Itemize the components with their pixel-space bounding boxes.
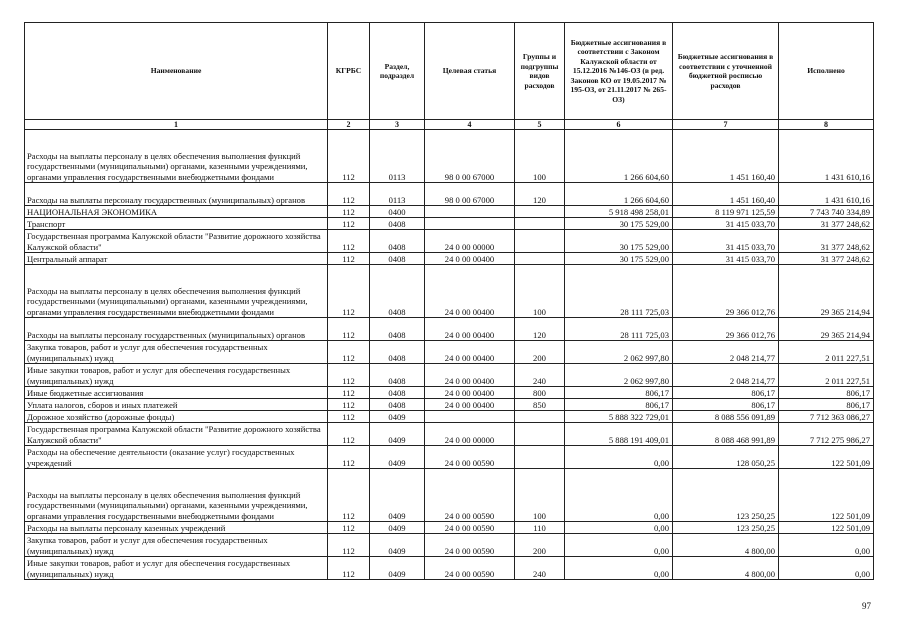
row-refined-amount: 2 048 214,77 xyxy=(673,364,779,387)
row-section: 0408 xyxy=(370,318,425,341)
row-section: 0409 xyxy=(370,534,425,557)
row-kgrbs: 112 xyxy=(328,387,370,399)
row-kgrbs: 112 xyxy=(328,423,370,446)
row-target: 24 0 00 00000 xyxy=(425,423,515,446)
row-refined-amount: 123 250,25 xyxy=(673,469,779,522)
row-law-amount: 2 062 997,80 xyxy=(565,341,673,364)
row-law-amount: 30 175 529,00 xyxy=(565,253,673,265)
row-group xyxy=(515,253,565,265)
row-section: 0409 xyxy=(370,557,425,580)
row-group: 100 xyxy=(515,130,565,183)
table-row xyxy=(25,469,874,522)
row-executed-amount: 2 011 227,51 xyxy=(779,341,874,364)
row-kgrbs: 112 xyxy=(328,265,370,318)
row-executed-amount: 122 501,09 xyxy=(779,446,874,469)
row-executed-amount: 2 011 227,51 xyxy=(779,364,874,387)
row-refined-amount: 31 415 033,70 xyxy=(673,230,779,253)
row-name: Расходы на выплаты персоналу в целях обеспечения выполнения функций государственными (муниципальными) органами, казенными учреждениями, органами управления государственными внебюджетными фондами xyxy=(25,265,328,318)
row-name: Иные бюджетные ассигнования xyxy=(25,387,328,399)
row-group: 120 xyxy=(515,183,565,206)
row-name: Государственная программа Калужской области "Развитие дорожного хозяйства Калужской области" xyxy=(25,423,328,446)
row-section: 0408 xyxy=(370,230,425,253)
row-section: 0408 xyxy=(370,341,425,364)
row-executed-amount: 7 743 740 334,89 xyxy=(779,206,874,218)
row-law-amount: 1 266 604,60 xyxy=(565,130,673,183)
row-law-amount: 5 918 498 258,01 xyxy=(565,206,673,218)
row-group xyxy=(515,230,565,253)
row-kgrbs: 112 xyxy=(328,230,370,253)
row-group: 800 xyxy=(515,387,565,399)
row-target: 24 0 00 00590 xyxy=(425,557,515,580)
row-target: 24 0 00 00590 xyxy=(425,522,515,534)
row-name: НАЦИОНАЛЬНАЯ ЭКОНОМИКА xyxy=(25,206,328,218)
row-name: Центральный аппарат xyxy=(25,253,328,265)
row-refined-amount: 128 050,25 xyxy=(673,446,779,469)
column-number: 7 xyxy=(673,120,779,130)
row-law-amount: 5 888 322 729,01 xyxy=(565,411,673,423)
table-row xyxy=(25,206,874,218)
row-group: 240 xyxy=(515,557,565,580)
row-executed-amount: 1 431 610,16 xyxy=(779,183,874,206)
row-target: 24 0 00 00000 xyxy=(425,230,515,253)
column-number: 2 xyxy=(328,120,370,130)
row-name: Расходы на выплаты персоналу в целях обеспечения выполнения функций государственными (муниципальными) органами, казенными учреждениями, органами управления государственными внебюджетными фондами xyxy=(25,130,328,183)
row-name: Расходы на выплаты персоналу государственных (муниципальных) органов xyxy=(25,183,328,206)
row-group xyxy=(515,423,565,446)
row-section: 0409 xyxy=(370,423,425,446)
header-refined: Бюджетные ассигнования в соответствии с уточненной бюджетной росписью расходов xyxy=(673,23,779,120)
row-refined-amount: 806,17 xyxy=(673,387,779,399)
row-refined-amount: 31 415 033,70 xyxy=(673,253,779,265)
row-law-amount: 806,17 xyxy=(565,399,673,411)
row-refined-amount: 4 800,00 xyxy=(673,557,779,580)
row-name: Транспорт xyxy=(25,218,328,230)
row-refined-amount: 2 048 214,77 xyxy=(673,341,779,364)
row-law-amount: 0,00 xyxy=(565,557,673,580)
table-row xyxy=(25,522,874,534)
row-name: Иные закупки товаров, работ и услуг для обеспечения государственных (муниципальных) нужд xyxy=(25,364,328,387)
row-group: 240 xyxy=(515,364,565,387)
row-kgrbs: 112 xyxy=(328,341,370,364)
row-law-amount: 0,00 xyxy=(565,534,673,557)
row-refined-amount: 123 250,25 xyxy=(673,522,779,534)
table-row xyxy=(25,265,874,318)
row-section: 0409 xyxy=(370,411,425,423)
column-number: 6 xyxy=(565,120,673,130)
header-kgrbs: КГРБС xyxy=(328,23,370,120)
row-kgrbs: 112 xyxy=(328,522,370,534)
row-section: 0113 xyxy=(370,183,425,206)
row-kgrbs: 112 xyxy=(328,364,370,387)
row-law-amount: 0,00 xyxy=(565,446,673,469)
row-kgrbs: 112 xyxy=(328,411,370,423)
row-target: 24 0 00 00400 xyxy=(425,341,515,364)
row-group xyxy=(515,206,565,218)
row-law-amount: 30 175 529,00 xyxy=(565,230,673,253)
row-group: 200 xyxy=(515,534,565,557)
row-name: Расходы на обеспечение деятельности (оказание услуг) государственных учреждений xyxy=(25,446,328,469)
row-target: 98 0 00 67000 xyxy=(425,130,515,183)
row-section: 0408 xyxy=(370,399,425,411)
row-executed-amount: 31 377 248,62 xyxy=(779,218,874,230)
row-refined-amount: 8 088 556 091,89 xyxy=(673,411,779,423)
header-section: Раздел, подраздел xyxy=(370,23,425,120)
column-number: 4 xyxy=(425,120,515,130)
row-kgrbs: 112 xyxy=(328,206,370,218)
row-target xyxy=(425,411,515,423)
row-kgrbs: 112 xyxy=(328,469,370,522)
table-row xyxy=(25,318,874,341)
column-number: 5 xyxy=(515,120,565,130)
row-target: 24 0 00 00400 xyxy=(425,265,515,318)
row-law-amount: 806,17 xyxy=(565,387,673,399)
row-refined-amount: 1 451 160,40 xyxy=(673,183,779,206)
row-section: 0408 xyxy=(370,253,425,265)
row-name: Расходы на выплаты персоналу государственных (муниципальных) органов xyxy=(25,318,328,341)
column-number: 3 xyxy=(370,120,425,130)
row-executed-amount: 1 431 610,16 xyxy=(779,130,874,183)
row-law-amount: 0,00 xyxy=(565,469,673,522)
row-name: Иные закупки товаров, работ и услуг для обеспечения государственных (муниципальных) нужд xyxy=(25,557,328,580)
row-executed-amount: 29 365 214,94 xyxy=(779,318,874,341)
row-executed-amount: 122 501,09 xyxy=(779,522,874,534)
page-number: 97 xyxy=(862,601,871,611)
budget-table xyxy=(24,22,874,580)
row-law-amount: 5 888 191 409,01 xyxy=(565,423,673,446)
row-target: 24 0 00 00400 xyxy=(425,399,515,411)
row-target: 24 0 00 00590 xyxy=(425,469,515,522)
row-group: 100 xyxy=(515,265,565,318)
row-group: 100 xyxy=(515,469,565,522)
row-refined-amount: 31 415 033,70 xyxy=(673,218,779,230)
row-kgrbs: 112 xyxy=(328,318,370,341)
row-section: 0400 xyxy=(370,206,425,218)
table-row xyxy=(25,230,874,253)
row-executed-amount: 7 712 363 086,27 xyxy=(779,411,874,423)
row-kgrbs: 112 xyxy=(328,557,370,580)
row-kgrbs: 112 xyxy=(328,534,370,557)
row-group: 850 xyxy=(515,399,565,411)
row-kgrbs: 112 xyxy=(328,183,370,206)
table-row xyxy=(25,218,874,230)
row-target xyxy=(425,218,515,230)
row-target: 24 0 00 00400 xyxy=(425,253,515,265)
row-target: 98 0 00 67000 xyxy=(425,183,515,206)
column-number: 8 xyxy=(779,120,874,130)
row-executed-amount: 7 712 275 986,27 xyxy=(779,423,874,446)
table-row xyxy=(25,446,874,469)
table-row xyxy=(25,130,874,183)
row-name: Расходы на выплаты персоналу в целях обеспечения выполнения функций государственными (муниципальными) органами, казенными учреждениями, органами управления государственными внебюджетными фондами xyxy=(25,469,328,522)
row-group xyxy=(515,218,565,230)
row-section: 0408 xyxy=(370,387,425,399)
row-kgrbs: 112 xyxy=(328,130,370,183)
row-name: Расходы на выплаты персоналу казенных учреждений xyxy=(25,522,328,534)
row-executed-amount: 806,17 xyxy=(779,399,874,411)
row-group: 120 xyxy=(515,318,565,341)
row-executed-amount: 0,00 xyxy=(779,557,874,580)
row-group xyxy=(515,446,565,469)
row-name: Закупка товаров, работ и услуг для обеспечения государственных (муниципальных) нужд xyxy=(25,534,328,557)
row-target: 24 0 00 00590 xyxy=(425,446,515,469)
row-kgrbs: 112 xyxy=(328,399,370,411)
row-kgrbs: 112 xyxy=(328,218,370,230)
row-section: 0409 xyxy=(370,522,425,534)
row-target xyxy=(425,206,515,218)
row-target: 24 0 00 00400 xyxy=(425,387,515,399)
row-section: 0408 xyxy=(370,364,425,387)
row-executed-amount: 31 377 248,62 xyxy=(779,253,874,265)
row-kgrbs: 112 xyxy=(328,253,370,265)
table-row xyxy=(25,399,874,411)
row-executed-amount: 31 377 248,62 xyxy=(779,230,874,253)
column-number: 1 xyxy=(25,120,328,130)
row-executed-amount: 29 365 214,94 xyxy=(779,265,874,318)
header-executed: Исполнено xyxy=(779,23,874,120)
row-law-amount: 30 175 529,00 xyxy=(565,218,673,230)
header-target: Целевая статья xyxy=(425,23,515,120)
row-refined-amount: 806,17 xyxy=(673,399,779,411)
row-group: 110 xyxy=(515,522,565,534)
row-group xyxy=(515,411,565,423)
row-kgrbs: 112 xyxy=(328,446,370,469)
row-target: 24 0 00 00590 xyxy=(425,534,515,557)
row-refined-amount: 4 800,00 xyxy=(673,534,779,557)
table-row xyxy=(25,557,874,580)
row-law-amount: 0,00 xyxy=(565,522,673,534)
row-section: 0408 xyxy=(370,218,425,230)
row-name: Государственная программа Калужской области "Развитие дорожного хозяйства Калужской области" xyxy=(25,230,328,253)
row-name: Уплата налогов, сборов и иных платежей xyxy=(25,399,328,411)
row-law-amount: 28 111 725,03 xyxy=(565,318,673,341)
row-executed-amount: 0,00 xyxy=(779,534,874,557)
row-group: 200 xyxy=(515,341,565,364)
row-target: 24 0 00 00400 xyxy=(425,318,515,341)
row-section: 0408 xyxy=(370,265,425,318)
row-refined-amount: 29 366 012,76 xyxy=(673,265,779,318)
table-row xyxy=(25,364,874,387)
table-row xyxy=(25,387,874,399)
row-executed-amount: 806,17 xyxy=(779,387,874,399)
row-target: 24 0 00 00400 xyxy=(425,364,515,387)
row-law-amount: 2 062 997,80 xyxy=(565,364,673,387)
row-law-amount: 28 111 725,03 xyxy=(565,265,673,318)
table-row xyxy=(25,253,874,265)
row-name: Закупка товаров, работ и услуг для обеспечения государственных (муниципальных) нужд xyxy=(25,341,328,364)
header-name: Наименование xyxy=(25,23,328,120)
row-refined-amount: 1 451 160,40 xyxy=(673,130,779,183)
row-name: Дорожное хозяйство (дорожные фонды) xyxy=(25,411,328,423)
row-refined-amount: 8 119 971 125,59 xyxy=(673,206,779,218)
header-law: Бюджетные ассигнования в соответствии с Законом Калужской области от 15.12.2016 №146-ОЗ (в ред. Законов КО от 19.05.2017 № 195-ОЗ, от 21.11.2017 № 265-ОЗ) xyxy=(565,23,673,120)
table-row xyxy=(25,423,874,446)
row-refined-amount: 8 088 468 991,89 xyxy=(673,423,779,446)
table-row xyxy=(25,411,874,423)
table-row xyxy=(25,341,874,364)
table-row xyxy=(25,534,874,557)
column-number-row xyxy=(25,120,874,130)
header-groups: Группы и подгруппы видов расходов xyxy=(515,23,565,120)
header-row xyxy=(25,23,874,120)
row-section: 0409 xyxy=(370,446,425,469)
row-refined-amount: 29 366 012,76 xyxy=(673,318,779,341)
row-executed-amount: 122 501,09 xyxy=(779,469,874,522)
row-section: 0113 xyxy=(370,130,425,183)
row-section: 0409 xyxy=(370,469,425,522)
row-law-amount: 1 266 604,60 xyxy=(565,183,673,206)
table-row xyxy=(25,183,874,206)
